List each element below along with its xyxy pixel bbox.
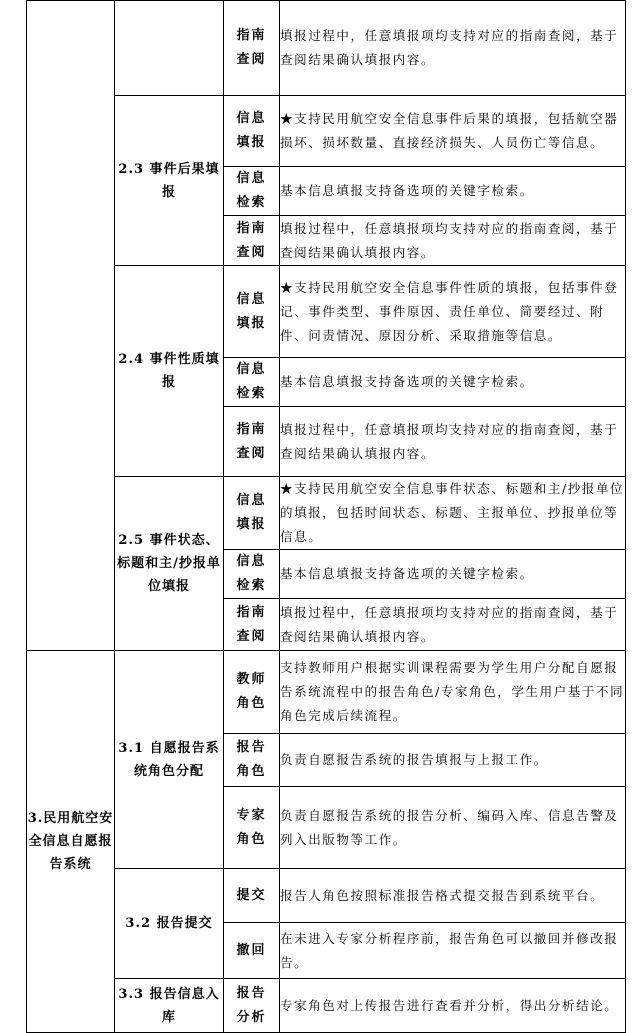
- item-label: 指南查阅: [236, 604, 267, 644]
- description-cell: 填报过程中，任意填报项均支持对应的指南查阅，基于查阅结果确认填报内容。: [280, 407, 626, 477]
- table-row: [27, 651, 626, 734]
- feature-cell: 3.2 报告提交: [115, 869, 224, 979]
- item-label: 撤回: [236, 942, 267, 958]
- item-cell: [224, 407, 280, 477]
- requirements-table: [26, 0, 626, 1033]
- description-cell: 填报过程中，任意填报项均支持对应的指南查阅，基于查阅结果确认填报内容。: [280, 599, 626, 651]
- table-row: [27, 979, 626, 1033]
- item-cell: [224, 96, 280, 167]
- module-cell: [27, 1, 115, 651]
- item-cell: [224, 358, 280, 407]
- item-cell: [224, 869, 280, 923]
- item-label: 信息检索: [236, 362, 267, 401]
- description-cell: 专家角色对上传报告进行查看并分析，得出分析结论。: [280, 979, 626, 1033]
- table-row: [27, 869, 626, 923]
- item-label: 信息检索: [236, 554, 267, 593]
- description-cell: 报告人角色按照标准报告格式提交报告到系统平台。: [280, 869, 626, 923]
- description-cell: 支持教师用户根据实训课程需要为学生用户分配自愿报告系统流程中的报告角色/专家角色，学生用户基于不同角色完成后续流程。: [280, 651, 626, 734]
- item-label: 信息填报: [236, 291, 267, 331]
- table-row: [27, 266, 626, 358]
- description-cell: 基本信息填报支持备选项的关键字检索。: [280, 167, 626, 216]
- item-label: 指南查阅: [236, 220, 267, 260]
- item-cell: [224, 266, 280, 358]
- item-cell: [224, 550, 280, 599]
- description-cell: ★支持民用航空安全信息事件性质的填报，包括事件登记、事件类型、事件原因、责任单位、简要经过、附件、问责情况、原因分析、采取措施等信息。: [280, 266, 626, 358]
- item-label: 信息填报: [236, 111, 267, 150]
- feature-cell: 3.3 报告信息入库: [115, 979, 224, 1033]
- description-cell: 在未进入专家分析程序前，报告角色可以撤回并修改报告。: [280, 923, 626, 979]
- item-label: 教师角色: [236, 672, 267, 711]
- item-label: 专家角色: [236, 807, 267, 847]
- description-cell: 负责自愿报告系统的报告填报与上报工作。: [280, 734, 626, 787]
- item-cell: [224, 923, 280, 979]
- item-label: 提交: [236, 887, 267, 903]
- description-cell: ★支持民用航空安全信息事件后果的填报，包括航空器损坏、损坏数量、直接经济损失、人员伤亡等信息。: [280, 96, 626, 167]
- item-label: 信息填报: [236, 493, 267, 532]
- description-cell: ★支持民用航空安全信息事件状态、标题和主/抄报单位的填报，包括时间状态、标题、主报单位、抄报单位等信息。: [280, 477, 626, 550]
- item-cell: [224, 599, 280, 651]
- item-cell: [224, 734, 280, 787]
- item-cell: [224, 216, 280, 266]
- module-cell: 3.民用航空安全信息自愿报告系统: [27, 651, 115, 1033]
- item-cell: [224, 477, 280, 550]
- feature-cell: 2.5 事件状态、标题和主/抄报单位填报: [115, 477, 224, 651]
- item-cell: [224, 979, 280, 1033]
- item-cell: [224, 1, 280, 96]
- table-row: [27, 1, 626, 96]
- description-cell: 基本信息填报支持备选项的关键字检索。: [280, 358, 626, 407]
- description-cell: 负责自愿报告系统的报告分析、编码入库、信息告警及列入出版物等工作。: [280, 787, 626, 869]
- item-label: 信息检索: [236, 171, 267, 210]
- feature-cell: 2.3 事件后果填报: [115, 96, 224, 266]
- feature-cell: [115, 1, 224, 96]
- feature-cell: 3.1 自愿报告系统角色分配: [115, 651, 224, 869]
- description-cell: 填报过程中，任意填报项均支持对应的指南查阅，基于查阅结果确认填报内容。: [280, 216, 626, 266]
- description-cell: 基本信息填报支持备选项的关键字检索。: [280, 550, 626, 599]
- item-label: 指南查阅: [236, 28, 267, 67]
- description-cell: 填报过程中，任意填报项均支持对应的指南查阅，基于查阅结果确认填报内容。: [280, 1, 626, 96]
- table-row: [27, 96, 626, 167]
- item-cell: [224, 651, 280, 734]
- item-cell: [224, 787, 280, 869]
- feature-cell: 2.4 事件性质填报: [115, 266, 224, 477]
- table-row: [27, 477, 626, 550]
- item-cell: [224, 167, 280, 216]
- item-label: 报告分析: [236, 985, 267, 1025]
- item-label: 指南查阅: [236, 421, 267, 461]
- item-label: 报告角色: [236, 740, 267, 779]
